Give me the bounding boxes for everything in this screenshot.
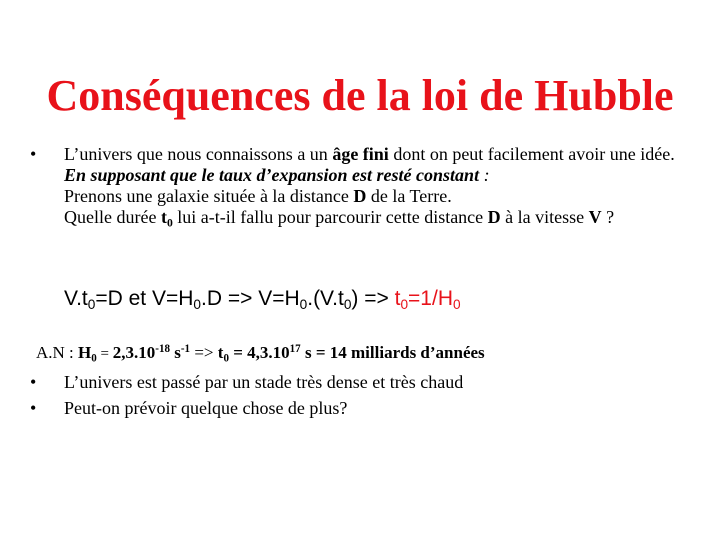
bullet-icon: • bbox=[30, 398, 37, 418]
hypothesis-line: En supposant que le taux d’expansion est resté constant : bbox=[64, 165, 490, 185]
slide-title: Conséquences de la loi de Hubble bbox=[46, 71, 674, 120]
bullet-icon: • bbox=[30, 372, 37, 392]
galaxy-line: Prenons une galaxie située à la distance D de la Terre. bbox=[64, 186, 452, 206]
bullet-text: L’univers est passé par un stade très dense et très chaud bbox=[64, 372, 464, 392]
bullet-stade-dense bbox=[30, 372, 700, 393]
numerical-application: A.N : $H_0 = 2,3.10^{-18}$ $s^{-1} => t_0 = 4,3.10^{17}$ s = 14 milliards d’années bbox=[36, 343, 485, 365]
bullet-icon: • bbox=[30, 144, 37, 164]
bullet-question bbox=[30, 398, 700, 419]
bullet-text: L’univers que nous connaissons a un âge fini dont on peut facilement avoir une idée. bbox=[64, 144, 675, 164]
question-line: Quelle durée $t_0$ lui a-t-il fallu pour parcourir cette distance D à la vitesse V ? bbox=[64, 207, 615, 230]
bullet-age-univers bbox=[30, 144, 700, 234]
bullet-text: Peut-on prévoir quelque chose de plus? bbox=[64, 398, 348, 418]
hubble-formula: $V.t_0=D$ et $V=H_0.D => V=H_0.(V.t_0) => t_0=1/H_0$ bbox=[64, 287, 461, 313]
